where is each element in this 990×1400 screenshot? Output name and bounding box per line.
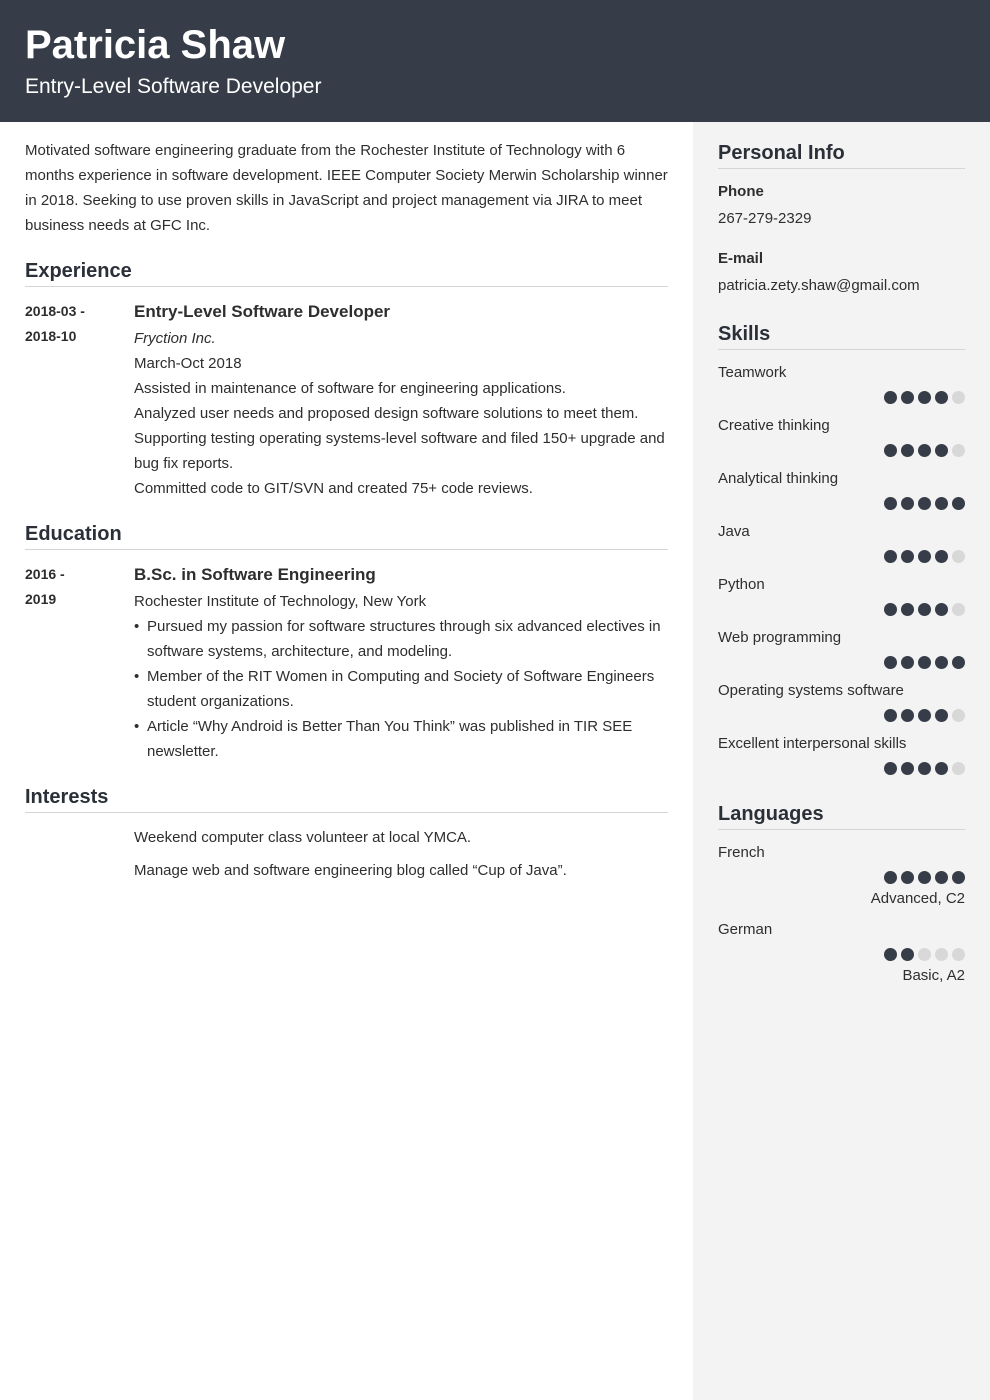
filled-dot-icon bbox=[918, 391, 931, 404]
rating-dots bbox=[718, 444, 965, 457]
company: Fryction Inc. bbox=[134, 330, 216, 347]
education-heading: Education bbox=[25, 521, 668, 550]
filled-dot-icon bbox=[884, 391, 897, 404]
filled-dot-icon bbox=[935, 762, 948, 775]
filled-dot-icon bbox=[935, 391, 948, 404]
rating-dots bbox=[718, 391, 965, 404]
duty: Supporting testing operating systems-level software and filed 150+ upgrade and bug fix reports. bbox=[134, 430, 665, 472]
language-name: German bbox=[718, 921, 773, 938]
email-value: patricia.zety.shaw@gmail.com bbox=[718, 277, 920, 294]
education-bullet: • Member of the RIT Women in Computing and Society of Software Engineers student organizations. bbox=[134, 664, 668, 714]
filled-dot-icon bbox=[901, 709, 914, 722]
language-item bbox=[718, 844, 965, 908]
filled-dot-icon bbox=[884, 550, 897, 563]
rating-dots bbox=[718, 550, 965, 563]
empty-dot-icon bbox=[952, 762, 965, 775]
empty-dot-icon bbox=[935, 948, 948, 961]
rating-dots bbox=[718, 762, 965, 775]
phone-label: Phone bbox=[718, 183, 764, 200]
filled-dot-icon bbox=[918, 550, 931, 563]
duty: Committed code to GIT/SVN and created 75+ code reviews. bbox=[134, 480, 533, 497]
filled-dot-icon bbox=[884, 444, 897, 457]
filled-dot-icon bbox=[918, 871, 931, 884]
skill-item bbox=[718, 735, 965, 775]
filled-dot-icon bbox=[935, 550, 948, 563]
email-label: E-mail bbox=[718, 250, 764, 267]
empty-dot-icon bbox=[952, 709, 965, 722]
candidate-title: Entry-Level Software Developer bbox=[25, 75, 322, 98]
experience-heading: Experience bbox=[25, 258, 668, 287]
filled-dot-icon bbox=[901, 550, 914, 563]
duty: Analyzed user needs and proposed design software solutions to meet them. bbox=[134, 405, 639, 422]
date-end: 2019 bbox=[25, 591, 57, 607]
languages-heading: Languages bbox=[718, 801, 965, 830]
filled-dot-icon bbox=[952, 871, 965, 884]
filled-dot-icon bbox=[918, 603, 931, 616]
filled-dot-icon bbox=[884, 656, 897, 669]
filled-dot-icon bbox=[918, 709, 931, 722]
language-level: Basic, A2 bbox=[902, 967, 965, 984]
phone-value: 267-279-2329 bbox=[718, 210, 812, 227]
empty-dot-icon bbox=[952, 948, 965, 961]
filled-dot-icon bbox=[901, 762, 914, 775]
filled-dot-icon bbox=[901, 948, 914, 961]
sidebar bbox=[693, 122, 990, 1400]
filled-dot-icon bbox=[935, 444, 948, 457]
school: Rochester Institute of Technology, New York bbox=[134, 593, 427, 610]
rating-dots bbox=[718, 656, 965, 669]
filled-dot-icon bbox=[884, 948, 897, 961]
skill-name: Web programming bbox=[718, 629, 842, 646]
filled-dot-icon bbox=[935, 709, 948, 722]
empty-dot-icon bbox=[952, 550, 965, 563]
filled-dot-icon bbox=[935, 656, 948, 669]
job-title: Entry-Level Software Developer bbox=[134, 302, 391, 321]
interest-item: Weekend computer class volunteer at local YMCA. bbox=[134, 829, 472, 846]
summary: Motivated software engineering graduate from the Rochester Institute of Technology with 6 months experience in software development. IEEE Computer Society Merwin Scholarship winner in 2018. Seeking to use proven skills in JavaScript and project management via JIRA to meet business needs at GFC Inc. bbox=[25, 142, 668, 234]
duty: Assisted in maintenance of software for engineering applications. bbox=[134, 380, 566, 397]
main-column bbox=[25, 138, 668, 891]
education-bullet: • Pursued my passion for software structures through six advanced electives in software systems, architecture, and modeling. bbox=[134, 614, 668, 664]
skill-name: Teamwork bbox=[718, 364, 787, 381]
filled-dot-icon bbox=[901, 391, 914, 404]
filled-dot-icon bbox=[935, 497, 948, 510]
filled-dot-icon bbox=[901, 603, 914, 616]
degree: B.Sc. in Software Engineering bbox=[134, 565, 376, 584]
skill-name: Excellent interpersonal skills bbox=[718, 735, 907, 752]
skill-item bbox=[718, 417, 965, 457]
skills-heading: Skills bbox=[718, 321, 965, 350]
skill-name: Analytical thinking bbox=[718, 470, 839, 487]
skill-name: Creative thinking bbox=[718, 417, 830, 434]
filled-dot-icon bbox=[884, 603, 897, 616]
filled-dot-icon bbox=[935, 603, 948, 616]
interest-item: Manage web and software engineering blog called “Cup of Java”. bbox=[134, 862, 567, 879]
rating-dots bbox=[718, 603, 965, 616]
filled-dot-icon bbox=[901, 444, 914, 457]
filled-dot-icon bbox=[935, 871, 948, 884]
empty-dot-icon bbox=[918, 948, 931, 961]
filled-dot-icon bbox=[884, 871, 897, 884]
header bbox=[0, 0, 990, 122]
date-start: 2018-03 - bbox=[25, 303, 85, 319]
skill-item bbox=[718, 364, 965, 404]
filled-dot-icon bbox=[918, 656, 931, 669]
filled-dot-icon bbox=[884, 762, 897, 775]
education-bullet: • Article “Why Android is Better Than You Think” was published in TIR SEE newsletter. bbox=[134, 714, 668, 764]
skill-item bbox=[718, 576, 965, 616]
languages-list bbox=[718, 844, 965, 985]
filled-dot-icon bbox=[901, 656, 914, 669]
interests-heading: Interests bbox=[25, 784, 668, 813]
rating-dots bbox=[718, 948, 965, 961]
empty-dot-icon bbox=[952, 603, 965, 616]
date-start: 2016 - bbox=[25, 566, 65, 582]
skill-name: Java bbox=[718, 523, 750, 540]
skills-list bbox=[718, 364, 965, 775]
skill-item bbox=[718, 682, 965, 722]
rating-dots bbox=[718, 871, 965, 884]
education-date bbox=[25, 562, 134, 764]
filled-dot-icon bbox=[918, 497, 931, 510]
skill-item bbox=[718, 523, 965, 563]
personal-info-heading: Personal Info bbox=[718, 140, 965, 169]
empty-dot-icon bbox=[952, 444, 965, 457]
filled-dot-icon bbox=[918, 444, 931, 457]
language-name: French bbox=[718, 844, 765, 861]
date-end: 2018-10 bbox=[25, 328, 77, 344]
language-level: Advanced, C2 bbox=[870, 890, 965, 907]
skill-item bbox=[718, 470, 965, 510]
rating-dots bbox=[718, 709, 965, 722]
experience-date bbox=[25, 299, 134, 501]
filled-dot-icon bbox=[884, 497, 897, 510]
skill-item bbox=[718, 629, 965, 669]
experience-entry bbox=[25, 299, 668, 501]
skill-name: Python bbox=[718, 576, 765, 593]
filled-dot-icon bbox=[901, 497, 914, 510]
filled-dot-icon bbox=[952, 656, 965, 669]
period: March-Oct 2018 bbox=[134, 355, 242, 372]
skill-name: Operating systems software bbox=[718, 682, 904, 699]
education-entry bbox=[25, 562, 668, 764]
language-item bbox=[718, 921, 965, 985]
rating-dots bbox=[718, 497, 965, 510]
filled-dot-icon bbox=[901, 871, 914, 884]
candidate-name: Patricia Shaw bbox=[25, 23, 286, 67]
filled-dot-icon bbox=[952, 497, 965, 510]
filled-dot-icon bbox=[884, 709, 897, 722]
empty-dot-icon bbox=[952, 391, 965, 404]
filled-dot-icon bbox=[918, 762, 931, 775]
